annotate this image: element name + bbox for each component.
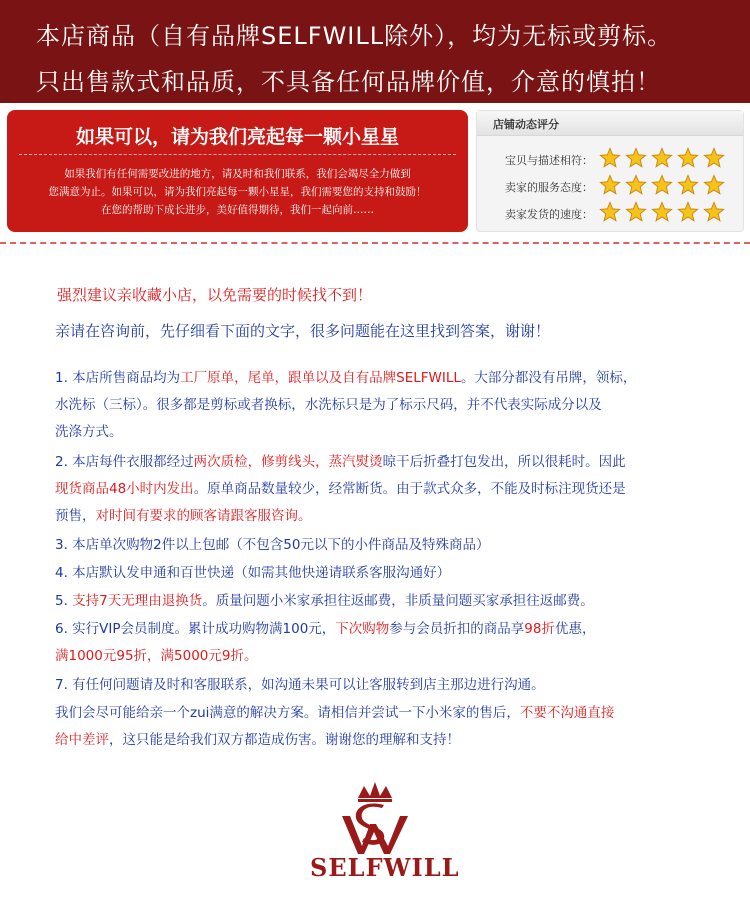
text: 。大部分都没有吊牌，领标， bbox=[460, 370, 637, 386]
star-icon bbox=[599, 201, 621, 223]
promo-box bbox=[7, 110, 468, 232]
text: 。原单商品数量较少，经常断货。由于款式众多，不能及时标注现货还是 bbox=[193, 481, 626, 497]
star-icon bbox=[703, 147, 725, 169]
star-icon bbox=[677, 201, 699, 223]
rating-row-description bbox=[477, 147, 743, 171]
item-7: 7. 有任何问题请及时和客服联系，如沟通未果可以让客服转到店主那边进行沟通。 bbox=[55, 677, 545, 693]
promo-line-1: 如果我们有任何需要改进的地方，请及时和我们联系，我们会竭尽全力做到 bbox=[64, 168, 411, 180]
rating-label: 卖家发货的速度： bbox=[505, 208, 593, 221]
star-icon bbox=[651, 201, 673, 223]
star-icon bbox=[625, 201, 647, 223]
highlight: 现货商品48小时内发出 bbox=[55, 481, 194, 497]
closing-line-2 bbox=[55, 728, 460, 748]
item-2-line-3 bbox=[55, 504, 312, 524]
star-icon bbox=[703, 174, 725, 196]
item-3: 3. 本店单次购物2件以上包邮（不包含50元以下的小件商品及特殊商品） bbox=[55, 537, 490, 553]
text: 5. bbox=[55, 593, 73, 609]
item-6-line-1 bbox=[55, 617, 595, 637]
selfwill-logo-icon bbox=[320, 780, 430, 904]
headline-read-first: 亲请在咨询前，先仔细看下面的文字，很多问题能在这里找到答案，谢谢！ bbox=[55, 322, 551, 340]
star-icon bbox=[651, 174, 673, 196]
star-icon bbox=[651, 147, 673, 169]
store-rating-panel bbox=[476, 110, 744, 232]
star-icon bbox=[599, 147, 621, 169]
rating-row-service bbox=[477, 174, 743, 198]
item-2-line-2 bbox=[55, 477, 626, 497]
star-icon bbox=[703, 201, 725, 223]
highlight: 98折 bbox=[524, 621, 555, 637]
highlight: 对时间有要求的顾客请跟客服咨询。 bbox=[95, 508, 312, 524]
text: ，这只能是给我们双方都造成伤害。谢谢您的理解和支持！ bbox=[109, 732, 460, 748]
promo-title: 如果可以，请为我们亮起每一颗小星星 bbox=[75, 126, 399, 148]
promo-line-2: 您满意为止。如果可以，请为我们亮起每一颗小星星，我们需要您的支持和鼓励！ bbox=[48, 186, 427, 198]
highlight: 给中差评 bbox=[55, 732, 109, 748]
text: 参与会员折扣的商品享 bbox=[389, 621, 525, 637]
banner-line-1: 本店商品（自有品牌SELFWILL除外），均为无标或剪标。 bbox=[36, 22, 673, 50]
text: 我们会尽可能给亲一个zui满意的解决方案。请相信并尝试一下小米家的售后， bbox=[55, 705, 520, 721]
promo-line-3: 在您的帮助下成长进步，美好值得期待，我们一起向前…… bbox=[101, 204, 374, 216]
star-icon bbox=[625, 174, 647, 196]
highlight: 不要不沟通直接 bbox=[519, 705, 615, 721]
item-6-line-2: 满1000元95折，满5000元9折。 bbox=[55, 648, 258, 664]
text: 1. 本店所售商品均为 bbox=[55, 370, 181, 386]
highlight: 支持7天无理由退换货 bbox=[72, 593, 203, 609]
brand-wordmark: SELFWILL bbox=[310, 853, 460, 882]
section-divider bbox=[0, 242, 750, 244]
text: 2. 本店每件衣服都经过 bbox=[55, 454, 194, 470]
highlight: 两次质检，修剪线头，蒸汽熨烫 bbox=[193, 454, 383, 470]
rating-title: 店铺动态评分 bbox=[493, 118, 559, 131]
item-1-line-3: 洗涤方式。 bbox=[55, 424, 123, 440]
text: 。质量问题小米家承担往返邮费，非质量问题买家承担往返邮费。 bbox=[202, 593, 594, 609]
text: 预售， bbox=[55, 508, 96, 524]
rating-header bbox=[477, 111, 743, 136]
item-1-line-1 bbox=[55, 366, 636, 386]
star-icon bbox=[677, 147, 699, 169]
item-4: 4. 本店默认发申通和百世快递（如需其他快递请联系客服沟通好） bbox=[55, 565, 451, 581]
text: 优惠， bbox=[554, 621, 596, 637]
star-icon bbox=[625, 147, 647, 169]
item-5 bbox=[55, 589, 594, 609]
text: 6. 实行VIP会员制度。累计成功购物满100元， bbox=[55, 621, 336, 637]
highlight: 下次购物 bbox=[335, 621, 390, 637]
item-2-line-1 bbox=[55, 450, 626, 470]
star-icon bbox=[599, 174, 621, 196]
top-banner bbox=[0, 0, 750, 103]
banner-line-2: 只出售款式和品质，不具备任何品牌价值，介意的慎拍！ bbox=[36, 68, 661, 96]
closing-line-1 bbox=[55, 701, 614, 721]
text: 晾干后折叠打包发出，所以很耗时。因此 bbox=[382, 454, 626, 470]
rating-row-shipping bbox=[477, 201, 743, 225]
highlight: 工厂原单，尾单，跟单以及自有品牌SELFWILL bbox=[180, 370, 461, 386]
star-icon bbox=[677, 174, 699, 196]
rating-label: 宝贝与描述相符： bbox=[505, 154, 593, 167]
item-1-line-2: 水洗标（三标）。很多都是剪标或者换标，水洗标只是为了标示尺码，并不代表实际成分以及 bbox=[55, 397, 602, 413]
promo-divider bbox=[19, 154, 456, 155]
headline-favorite: 强烈建议亲收藏小店，以免需要的时候找不到！ bbox=[57, 286, 373, 304]
rating-label: 卖家的服务态度： bbox=[505, 181, 593, 194]
